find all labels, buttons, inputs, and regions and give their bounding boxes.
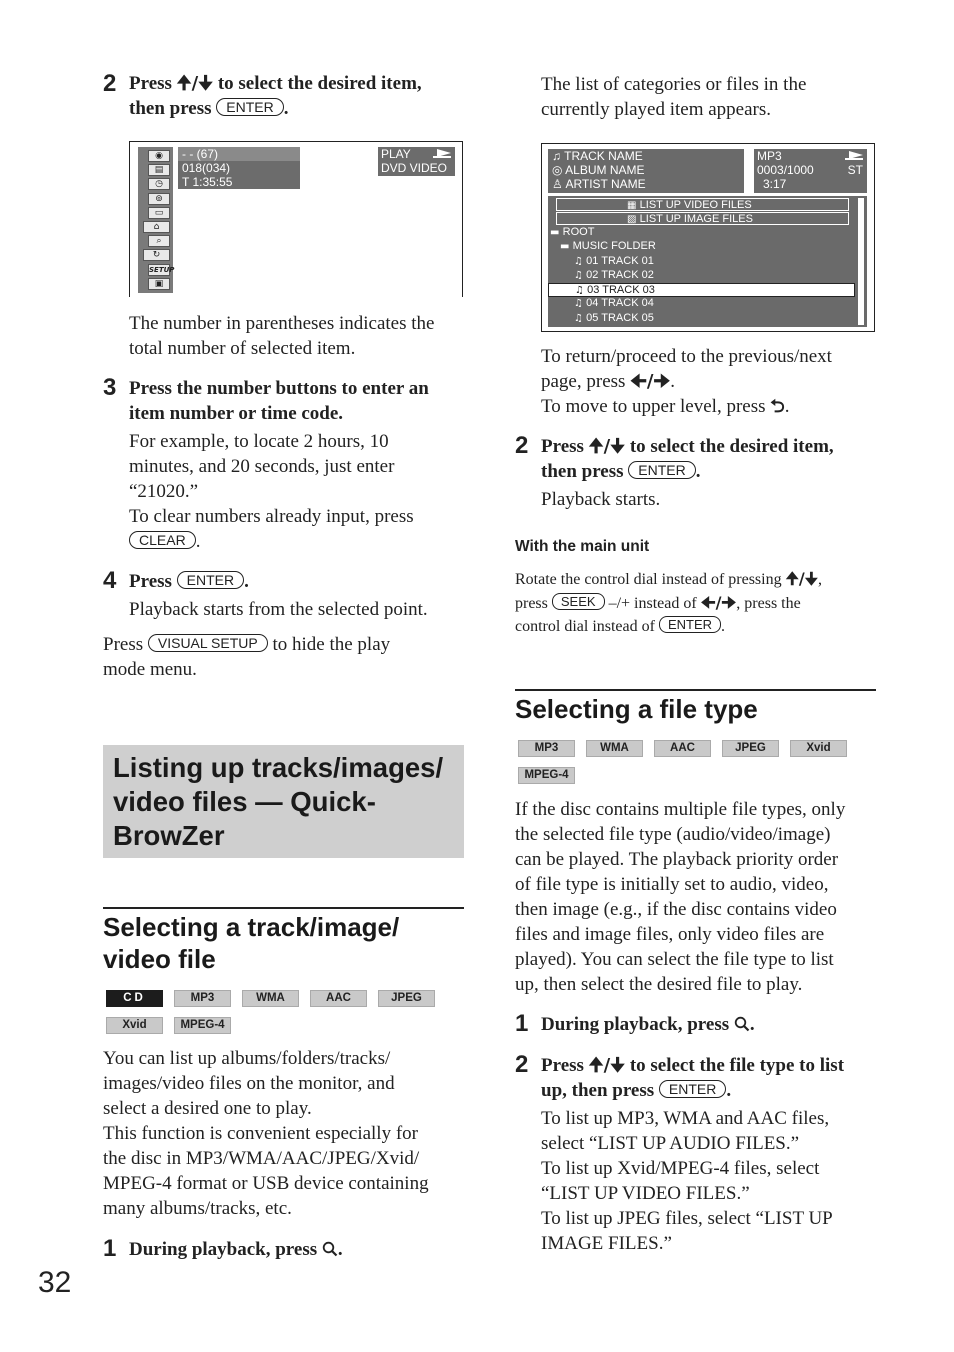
folder-icon: ▬ [560,241,573,253]
file-list-items [548,198,857,326]
list-item[interactable] [548,297,857,311]
list-intro: The list of categories or files in the currently played item appears. [541,74,807,120]
chapter-banner [103,745,464,858]
step-number: 2 [515,1051,529,1078]
artist-icon: ♙ [552,177,566,191]
play-icon [845,151,863,160]
disc-icon[interactable]: ◉ [148,150,170,162]
step-3-body: For example, to locate 2 hours, 10 minutes, and 20 seconds, just enter “21020.” To clear numbers already input, press CLEAR . [129,431,414,552]
up-down-arrow-icon: 🠉/🠋 [588,1055,626,1076]
format-badge-jpeg: JPEG [378,990,435,1007]
list-item-label: ROOT [562,226,595,238]
navigation-note: To return/proceed to the previous/next page, press 🠈/🠊. To move to upper level, press ⮌. [541,346,832,417]
album-icon: ◎ [552,163,566,177]
visual-setup-key: VISUAL SETUP [148,634,268,652]
list-item[interactable] [556,198,849,211]
step-4-heading: Press ENTER . [129,571,249,592]
step-2-body: Playback starts. [541,489,661,510]
search-icon [322,1241,338,1257]
step-number: 2 [103,70,117,97]
list-item[interactable] [548,240,857,254]
clear-key: CLEAR [129,531,196,549]
up-down-arrow-icon: 🠉/🠋 [785,569,818,588]
back-icon: ⮌ [770,396,785,417]
step-number: 1 [515,1010,529,1037]
list-item[interactable] [548,269,857,283]
list-item-label: LIST UP VIDEO FILES [639,199,752,211]
music-note-icon: ♫ [575,285,588,297]
angle-icon[interactable]: ⌂ [143,221,170,233]
step-number: 1 [103,1235,117,1262]
step-2-instruction: Press 🠉/🠋 to select the desired item, then press ENTER . [129,73,422,119]
chapter-title: Listing up tracks/images/ video files — Quick- BrowZer [113,752,444,851]
parentheses-note: The number in parentheses indicates the total number of selected item. [129,313,435,359]
osd-disc-type: DVD VIDEO [381,161,448,175]
music-note-icon: ♫ [574,312,587,324]
image-file-icon: ▨ [627,214,640,225]
section-rule [515,689,876,691]
up-down-arrow-icon: 🠉/🠋 [176,73,214,94]
video-file-icon: ▦ [627,200,640,211]
search-icon[interactable]: ⌕ [148,235,170,247]
section-rule [103,907,464,909]
enter-key: ENTER [216,98,283,116]
list-item-label: 02 TRACK 02 [586,268,654,281]
repeat-icon[interactable]: ↻ [143,249,170,261]
list-item[interactable] [548,312,857,326]
stereo-indicator: ST [847,163,863,177]
album-name-row: ◎ ALBUM NAME [552,163,645,177]
section-intro: You can list up albums/folders/tracks/ images/video files on the monitor, and select a desired one to play. This function is convenient especially for the disc in MP3/WMA/AAC/JPEG/Xvid/ MPEG-4 format or USB device containing many albums/tracks, etc. [103,1048,429,1219]
elapsed-time: 3:17 [763,177,787,191]
step-number: 2 [515,432,529,459]
list-item[interactable] [548,226,857,240]
enter-key: ENTER [659,616,721,633]
format-badge-mp3: MP3 [174,990,231,1007]
osd-line: T 1:35:55 [178,175,300,189]
format-badge-cd: CD [106,990,163,1007]
format-badge-xvid: Xvid [790,740,847,757]
music-note-icon: ♫ [574,255,587,267]
format-badge-mpeg4: MPEG-4 [174,1017,231,1034]
format-badge-xvid: Xvid [106,1017,163,1034]
cd-icon[interactable]: ⊚ [148,193,170,205]
track-counter: 0003/1000 ST [757,163,863,177]
enter-key: ENTER [628,461,695,479]
artist-name-row: ♙ ARTIST NAME [552,177,646,191]
osd-status-panel [378,147,455,176]
format-badge-jpeg: JPEG [722,740,779,757]
picture-icon[interactable]: ▣ [148,278,170,290]
setup-icon[interactable] [148,264,175,276]
playback-status-panel [754,149,867,193]
step-1-heading: During playback, press . [129,1239,343,1260]
list-item-label: 04 TRACK 04 [586,297,654,310]
folder-icon: ▬ [550,227,563,238]
osd-info-panel [178,147,300,189]
main-unit-note: Rotate the control dial instead of pressing 🠉/🠋, press SEEK –/+ instead of 🠈/🠊, press the control dial instead of ENTER . [515,569,822,635]
format-badge-aac: AAC [310,990,367,1007]
step-number: 4 [103,567,117,594]
format-badge-aac: AAC [654,740,711,757]
title-icon[interactable]: ▤ [148,164,170,176]
format-badge-mpeg4: MPEG-4 [518,767,575,784]
format-label: MP3 [754,149,867,163]
page-number: 32 [38,1266,72,1299]
step-3-heading: Press the number buttons to enter an item number or time code. [129,378,429,424]
up-down-arrow-icon: 🠉/🠋 [588,436,626,457]
format-badge-wma: WMA [586,740,643,757]
osd-icon-column [138,147,173,293]
step-4-body: Playback starts from the selected point. [129,599,428,620]
osd-play-status: PLAY [378,147,455,161]
music-note-icon: ♫ [574,269,587,281]
enter-key: ENTER [659,1080,726,1098]
osd-line: 018(034) [178,161,300,175]
enter-key: ENTER [177,571,244,589]
list-item-label: 03 TRACK 03 [587,284,655,297]
setup-label: SETUP [149,265,175,274]
section-title: Selecting a file type [515,694,758,724]
play-icon [433,149,451,158]
step-2-body: To list up MP3, WMA and AAC files, select “LIST UP AUDIO FILES.” To list up Xvid/MPEG-4 files, select “LIST UP VIDEO FILES.” To list up JPEG files, select “LIST UP IMAGE FILES.” [541,1108,833,1254]
left-right-arrow-icon: 🠈/🠊 [630,371,671,392]
step-2-instruction: Press 🠉/🠋 to select the desired item, then press ENTER . [541,436,834,482]
list-item[interactable] [548,283,855,297]
list-item-label: LIST UP IMAGE FILES [639,213,753,225]
step-2-instruction: Press 🠉/🠋 to select the file type to list up, then press ENTER . [541,1055,845,1101]
format-badge-wma: WMA [242,990,299,1007]
play-mode-osd [129,141,463,297]
music-note-icon: ♫ [552,149,565,163]
step-number: 3 [103,374,117,401]
seek-key: SEEK [552,593,605,610]
file-type-intro: If the disc contains multiple file types, only the selected file type (audio/video/image) can be played. The playback priority order of file type is initially set to audio, video, then image (e.g., if the disc contains video files and image files, only video files are played). You can select the file type to list up, then select the desired file to play. [515,799,846,995]
list-item[interactable] [548,255,857,269]
scrollbar[interactable] [858,198,864,325]
clock-icon[interactable]: ◷ [148,178,170,190]
main-unit-heading: With the main unit [515,538,650,555]
subtitle-icon[interactable]: ▭ [148,207,170,219]
step-1-heading: During playback, press . [541,1014,755,1035]
quickbrowzer-screen [541,143,875,332]
music-note-icon: ♫ [574,298,587,310]
format-badge-mp3: MP3 [518,740,575,757]
visual-setup-note: Press VISUAL SETUP to hide the play mode menu. [103,634,391,680]
list-item-label: 01 TRACK 01 [586,254,654,267]
file-list [548,196,867,327]
track-info-panel [548,149,744,193]
list-item[interactable] [556,212,849,225]
list-item-label: 05 TRACK 05 [586,311,654,324]
list-item-label: MUSIC FOLDER [572,240,656,253]
left-right-arrow-icon: 🠈/🠊 [700,593,737,612]
track-name-row: ♫ TRACK NAME [552,149,643,163]
search-icon [734,1016,750,1032]
osd-line: - - (67) [178,147,300,161]
section-title: Selecting a track/image/ video file [103,912,400,974]
